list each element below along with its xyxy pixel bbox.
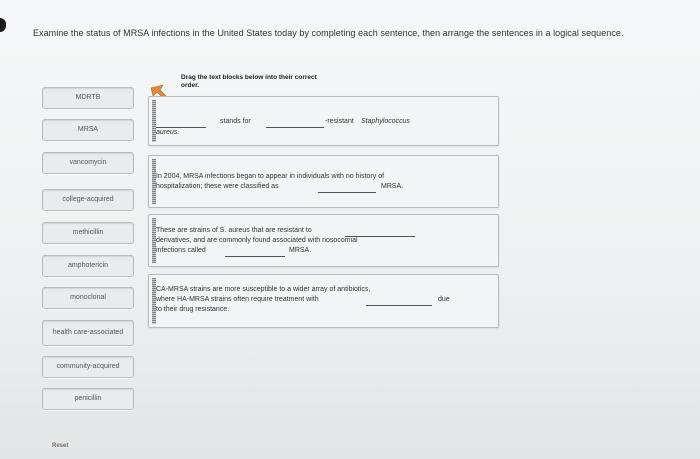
sentence-card-1[interactable] bbox=[148, 96, 499, 146]
sentence-2-text: hospitalization; these were classified as bbox=[156, 183, 279, 190]
sentence-3-text: derivatives, and are commonly found associated with nosocomial bbox=[156, 237, 358, 244]
sentence-4-text: due bbox=[438, 296, 450, 303]
sentence-1-text: aureus. bbox=[156, 129, 180, 136]
sentence-card-2[interactable] bbox=[148, 155, 499, 208]
blank-1b[interactable] bbox=[266, 127, 324, 128]
word-chip-college-acquired[interactable]: college-acquired bbox=[42, 189, 134, 211]
sentence-3-text: infections called bbox=[156, 247, 206, 254]
word-chip-amphotericin[interactable]: amphotericin bbox=[42, 255, 134, 277]
sentence-4-text: to their drug resistance. bbox=[156, 306, 230, 313]
sentence-3-text: These are strains of S. aureus that are resistant to bbox=[156, 227, 312, 234]
sentence-2-text: In 2004, MRSA infections began to appear in individuals with no history of bbox=[156, 173, 385, 180]
word-chip-mrsa[interactable]: MRSA bbox=[42, 119, 134, 141]
reset-button[interactable]: Reset bbox=[52, 443, 69, 449]
sentence-4-text: CA-MRSA strains are more susceptible to a wider array of antibiotics, bbox=[156, 286, 371, 293]
drag-handle[interactable] bbox=[152, 159, 156, 204]
blank-1a[interactable] bbox=[156, 127, 206, 128]
word-chip-vancomycin[interactable]: vancomycin bbox=[42, 152, 134, 174]
sentence-3-text: MRSA. bbox=[289, 247, 312, 254]
word-chip-penicillin[interactable]: penicillin bbox=[42, 388, 134, 410]
drag-instruction: Drag the text blocks below into their correct order. bbox=[181, 74, 317, 89]
blank-2[interactable] bbox=[318, 192, 376, 193]
sentence-card-4[interactable] bbox=[148, 274, 499, 328]
word-chip-mdrtb[interactable]: MDRTB bbox=[42, 87, 134, 109]
blank-4[interactable] bbox=[366, 305, 432, 306]
word-chip-methicillin[interactable]: methicillin bbox=[42, 222, 134, 244]
sentence-card-3[interactable] bbox=[148, 214, 499, 267]
question-text: Examine the status of MRSA infections in the United States today by completing each sentence, then arrange the sentences in a logical sequence. bbox=[33, 28, 624, 38]
blank-3b[interactable] bbox=[225, 256, 285, 257]
sentence-1-text: stands for bbox=[220, 118, 251, 125]
word-chip-community-acquired[interactable]: community-acquired bbox=[42, 356, 134, 378]
sentence-1-text: Staphylococcus bbox=[361, 118, 411, 125]
word-chip-monoclonal[interactable]: monoclonal bbox=[42, 287, 134, 309]
sentence-2-text: MRSA. bbox=[381, 183, 404, 190]
sentence-4-text: where HA-MRSA strains often require treatment with bbox=[156, 296, 319, 303]
corner-mark bbox=[0, 18, 6, 32]
sentence-1-text: -resistant bbox=[325, 118, 354, 125]
word-chip-health-care-associated[interactable]: health care-associated bbox=[42, 320, 134, 346]
